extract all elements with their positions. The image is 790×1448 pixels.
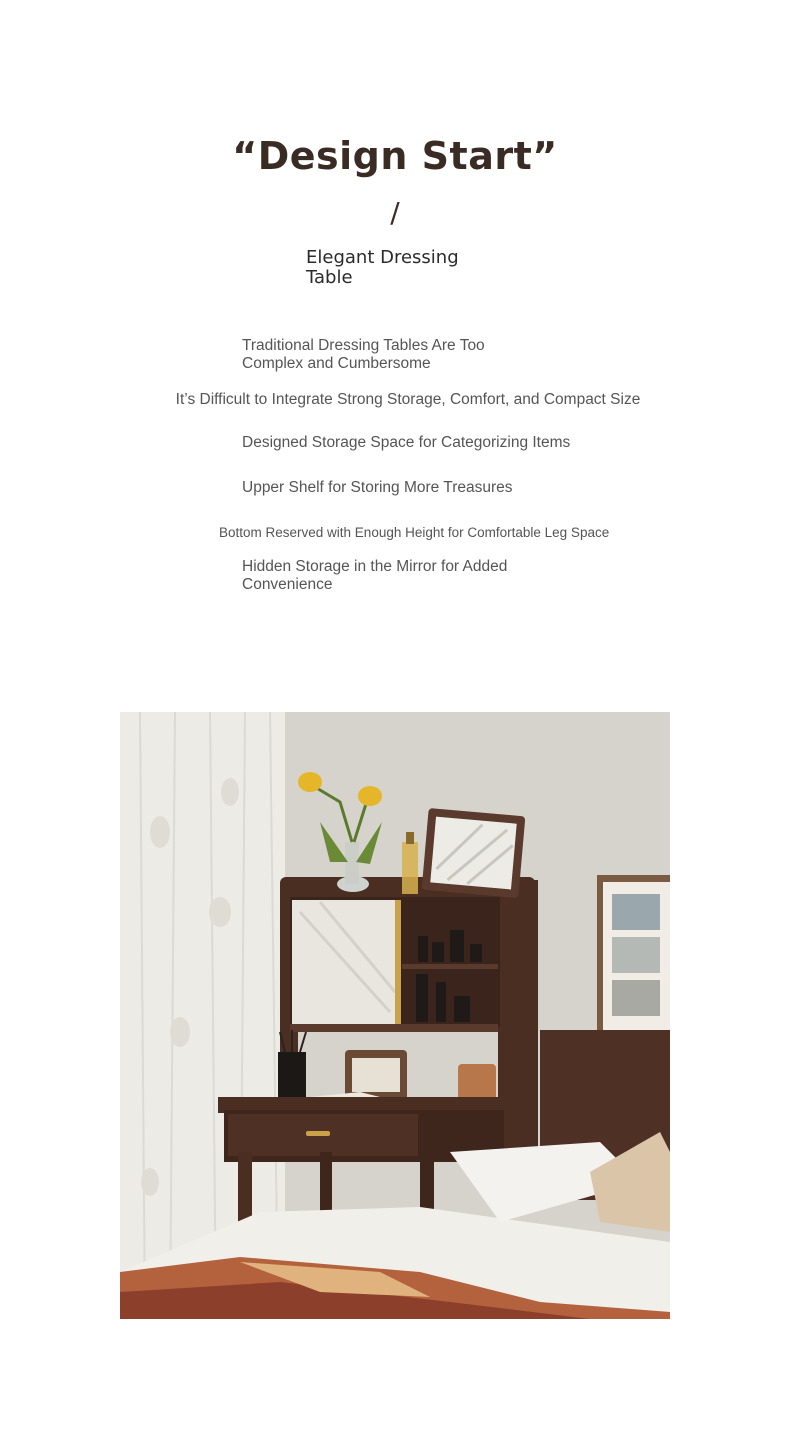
product-photo [120,712,670,1319]
feature-point-5: Bottom Reserved with Enough Height for Comfortable Leg Space [219,525,610,540]
page-title: “Design Start” [232,134,558,178]
feature-point-6: Hidden Storage in the Mirror for Added Convenience [242,558,508,593]
feature-point-1: Traditional Dressing Tables Are Too Complex and Cumbersome [242,337,485,372]
feature-point-2: It’s Difficult to Integrate Strong Storage, Comfort, and Compact Size [175,391,641,408]
title-divider: / [390,196,400,229]
page-subtitle: Elegant Dressing Table [306,247,459,288]
feature-point-3: Designed Storage Space for Categorizing Items [242,434,571,451]
feature-point-4: Upper Shelf for Storing More Treasures [242,479,513,496]
